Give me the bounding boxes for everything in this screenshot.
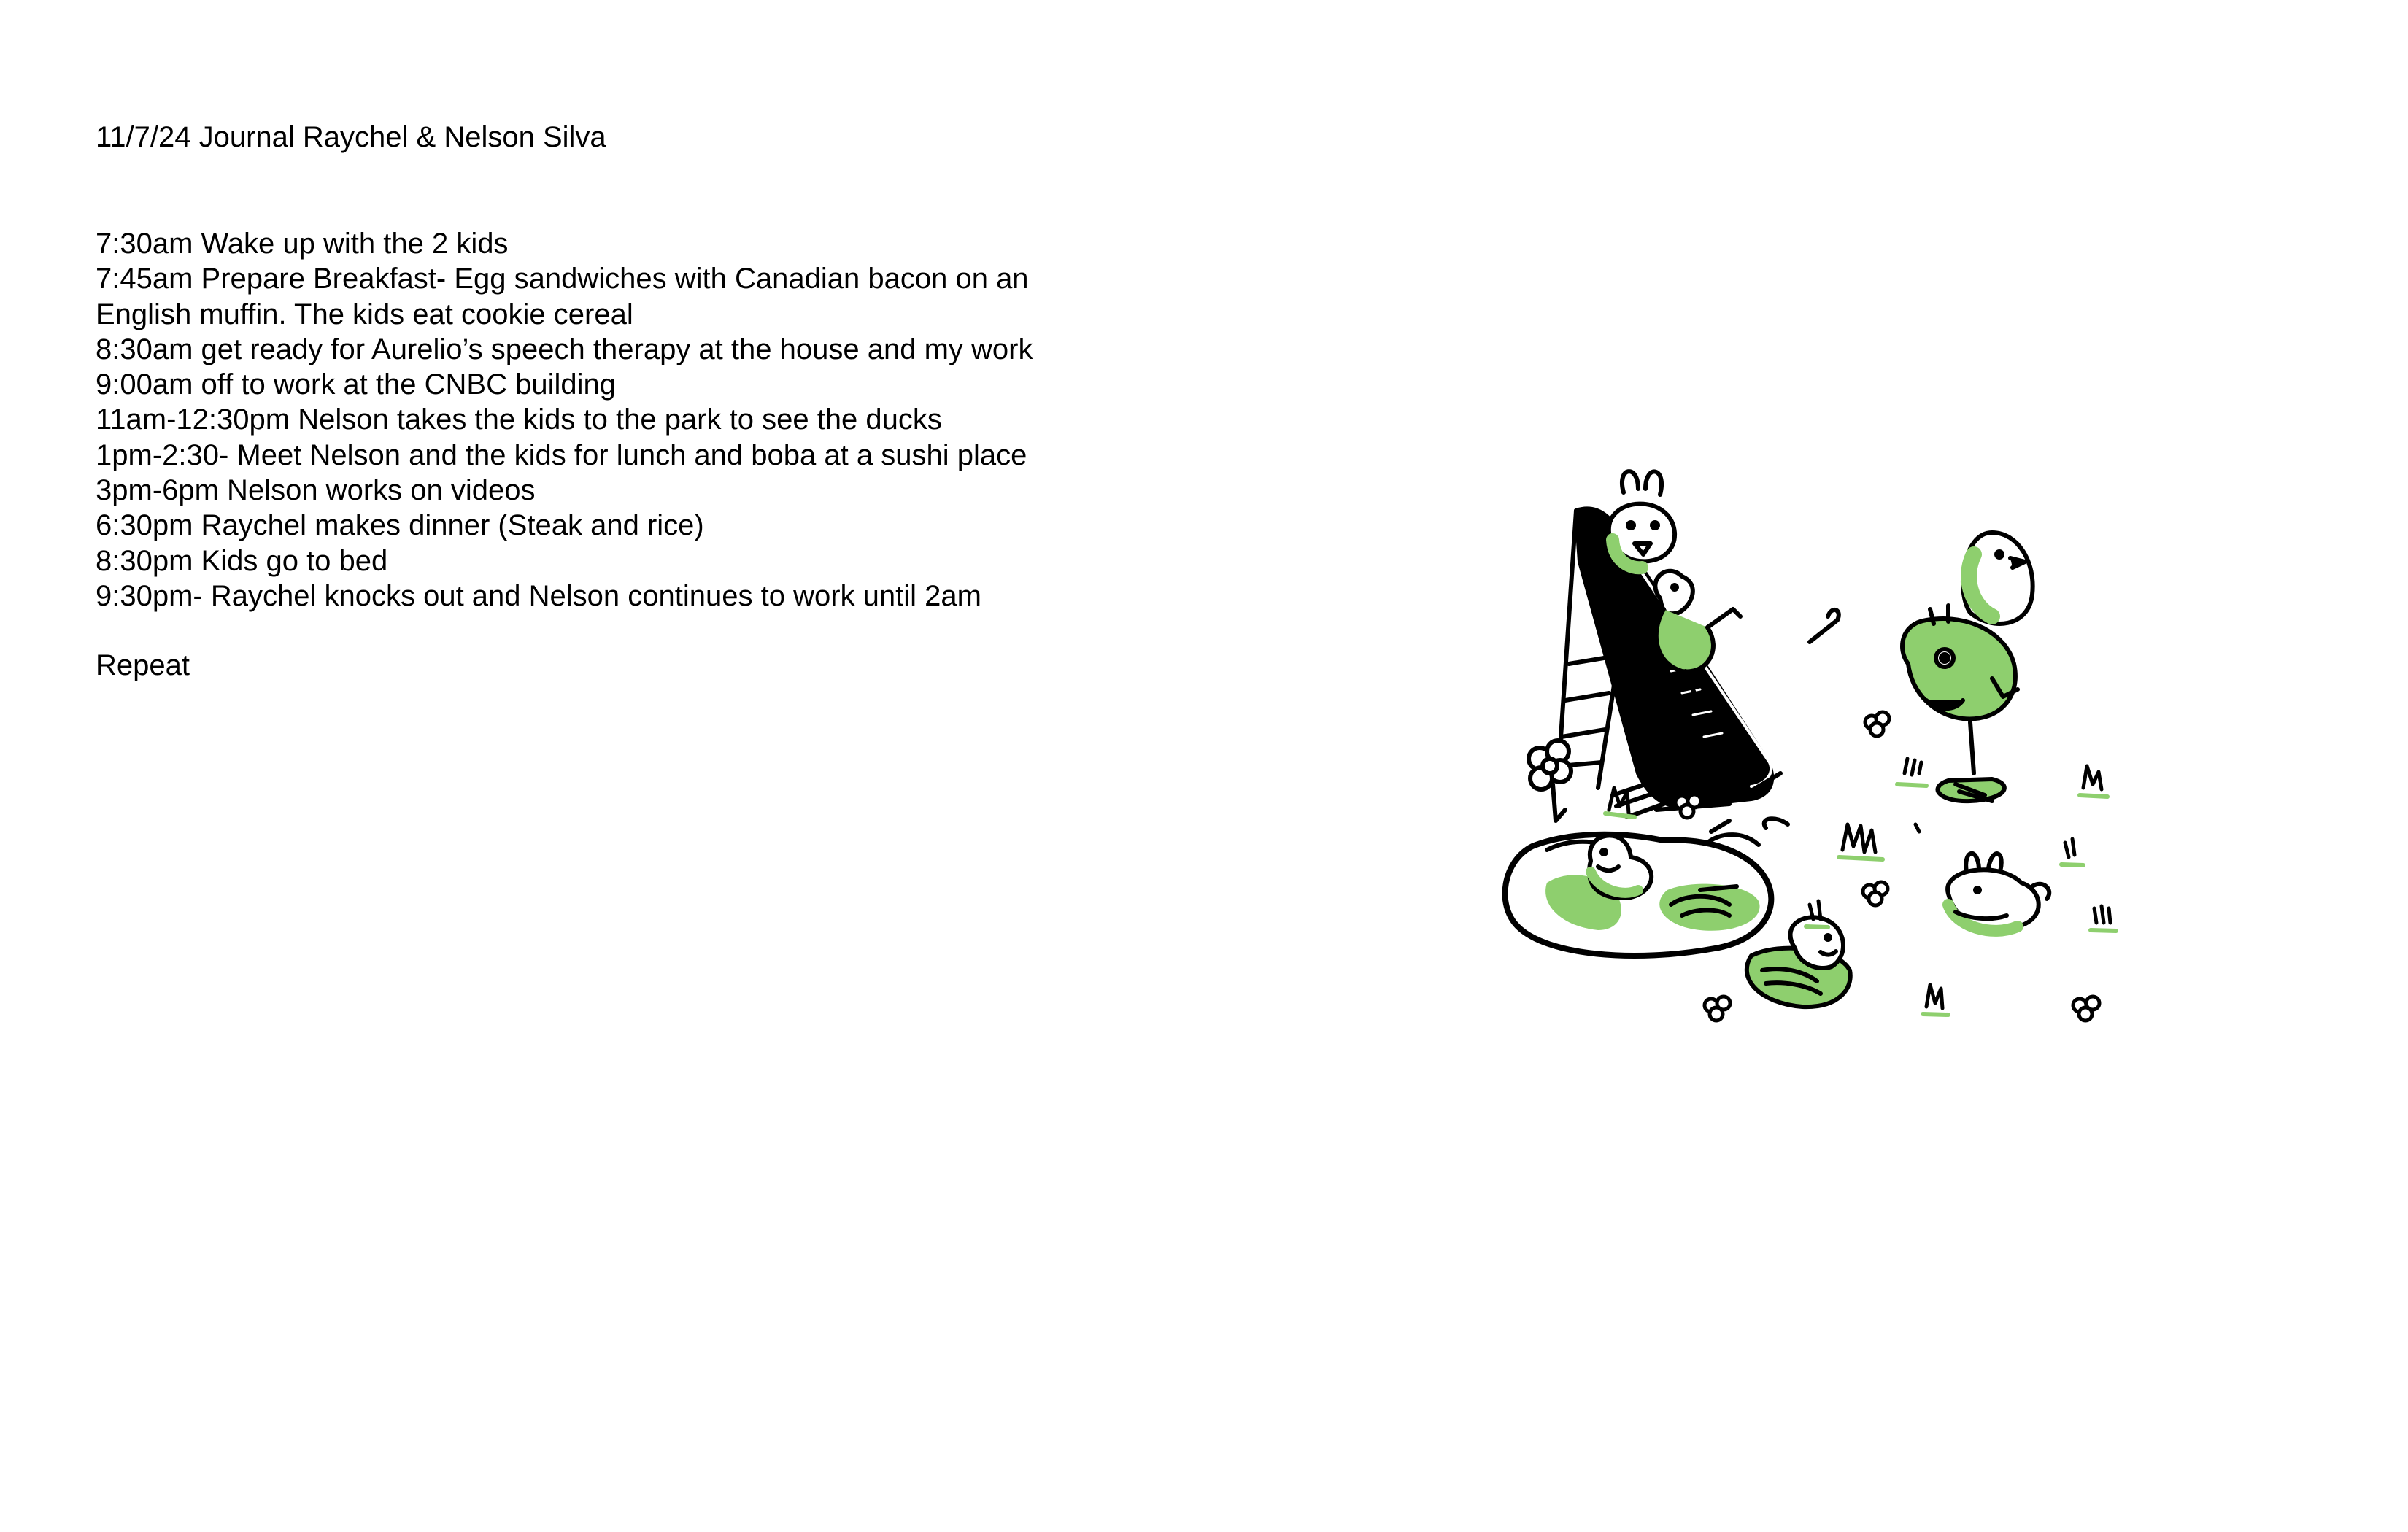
schedule-entry: 3pm-6pm Nelson works on videos (96, 474, 536, 507)
schedule-entry: 9:30pm- Raychel knocks out and Nelson continues to work until 2am (96, 579, 981, 612)
schedule-entry: 8:30pm Kids go to bed (96, 544, 388, 577)
schedule-entry: 7:30am Wake up with the 2 kids (96, 228, 509, 260)
schedule-list (96, 226, 1132, 614)
schedule-entry: 9:00am off to work at the CNBC building (96, 368, 616, 401)
schedule-entry: 8:30am get ready for Aurelio’s speech therapy at the house and my work (96, 333, 1033, 365)
turtle-icon (1747, 917, 1851, 1007)
flower-icon (1675, 794, 1701, 818)
schedule-entry: 11am-12:30pm Nelson takes the kids to the park to see the ducks (96, 403, 942, 436)
flower-icon (1705, 997, 1730, 1021)
flower-icon (1529, 740, 1571, 821)
schedule-entry: 1pm-2:30- Meet Nelson and the kids for lunch and boba at a sushi place (96, 438, 1027, 471)
closing-note: Repeat (96, 649, 190, 681)
flower-icon (2073, 997, 2099, 1021)
flower-icon (1865, 712, 1889, 736)
flower-icon (1863, 882, 1888, 905)
bunny-icon (1948, 854, 2049, 931)
duck-icon (1963, 533, 2033, 624)
pond-icon (1505, 819, 1788, 956)
park-scene-illustration (1489, 452, 2174, 1051)
schedule-entry: 6:30pm Raychel makes dinner (Steak and rice) (96, 509, 704, 542)
bunny-icon (1609, 471, 1675, 568)
journal-title: 11/7/24 Journal Raychel & Nelson Silva (96, 121, 606, 153)
schedule-entry: 7:45am Prepare Breakfast- Egg sandwiches with Canadian bacon on an English muffin. The kids eat cookie cereal (96, 263, 1029, 330)
